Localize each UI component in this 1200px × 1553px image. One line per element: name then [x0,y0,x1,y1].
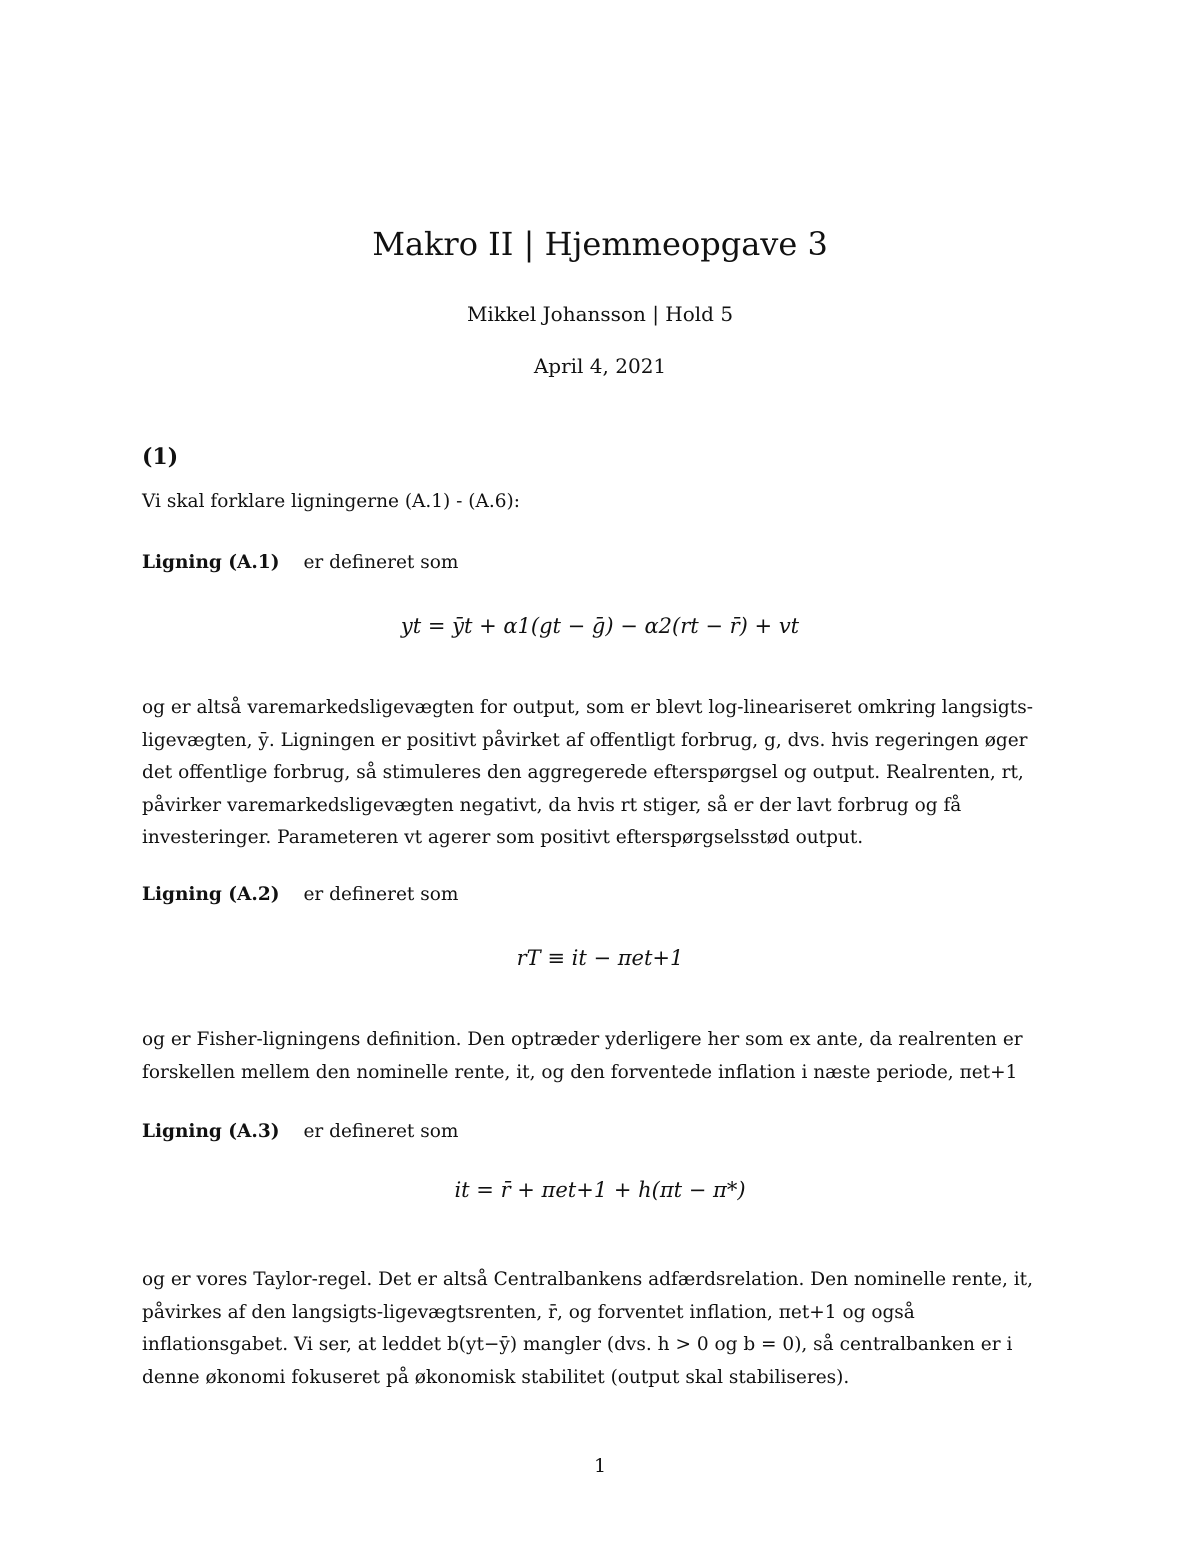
equation-a3: it = r̄ + πet+1 + h(πt − π*) [454,1178,746,1202]
equation-label-a1: Ligning (A.1) [142,552,280,573]
equation-label-a2: Ligning (A.2) [142,884,280,905]
author-line: Mikkel Johansson | Hold 5 [466,302,734,326]
equation-label-a3: Ligning (A.3) [142,1121,280,1142]
document-date: April 4, 2021 [533,354,667,378]
intro-text: Vi skal forklare ligningerne (A.1) - (A.6): [142,491,520,512]
page-number: 1 [593,1455,607,1477]
equation-heading-a1 [142,552,458,573]
section-heading: (1) [142,444,179,470]
equation-defined-a1: er defineret som [303,552,459,573]
equation-heading-a3 [142,1121,458,1142]
equation-text-a1: og er altså varemarkedsligevægten for output, som er blevt log-lineariseret omkring langsigts-ligevægten, ȳ. Ligningen er positivt påvirket af offentligt forbrug, g, dvs. hvis regeringen øger det offentlige forbrug, så stimuleres den aggregerede efterspørgsel og output. Realrenten, rt, påvirker varemarkedsligevægten negativt, da hvis rt stiger, så er der lavt forbrug og få investeringer. Parameteren vt agerer som positivt efterspørgselsstød output. [142,697,1033,848]
document-title: Makro II | Hjemmeopgave 3 [372,225,828,263]
equation-heading-a2 [142,884,458,905]
equation-text-a2: og er Fisher-ligningens definition. Den optræder yderligere her som ex ante, da realrenten er forskellen mellem den nominelle rente, it, og den forventede inflation i næste periode, πet+1 [142,1029,1023,1083]
equation-defined-a2: er defineret som [303,884,459,905]
equation-a2: rT ≡ it − πet+1 [516,946,684,970]
equation-a1: yt = ȳt + α1(gt − ḡ) − α2(rt − r̄) + vt [400,614,800,638]
equation-defined-a3: er defineret som [303,1121,459,1142]
equation-text-a3: og er vores Taylor-regel. Det er altså Centralbankens adfærdsrelation. Den nominelle rente, it, påvirkes af den langsigts-ligevægtsrenten, r̄, og forventet inflation, πet+1 og også inflationsgabet. Vi ser, at leddet b(yt−ȳ) mangler (dvs. h > 0 og b = 0), så centralbanken er i denne økonomi fokuseret på økonomisk stabilitet (output skal stabiliseres). [142,1269,1033,1388]
